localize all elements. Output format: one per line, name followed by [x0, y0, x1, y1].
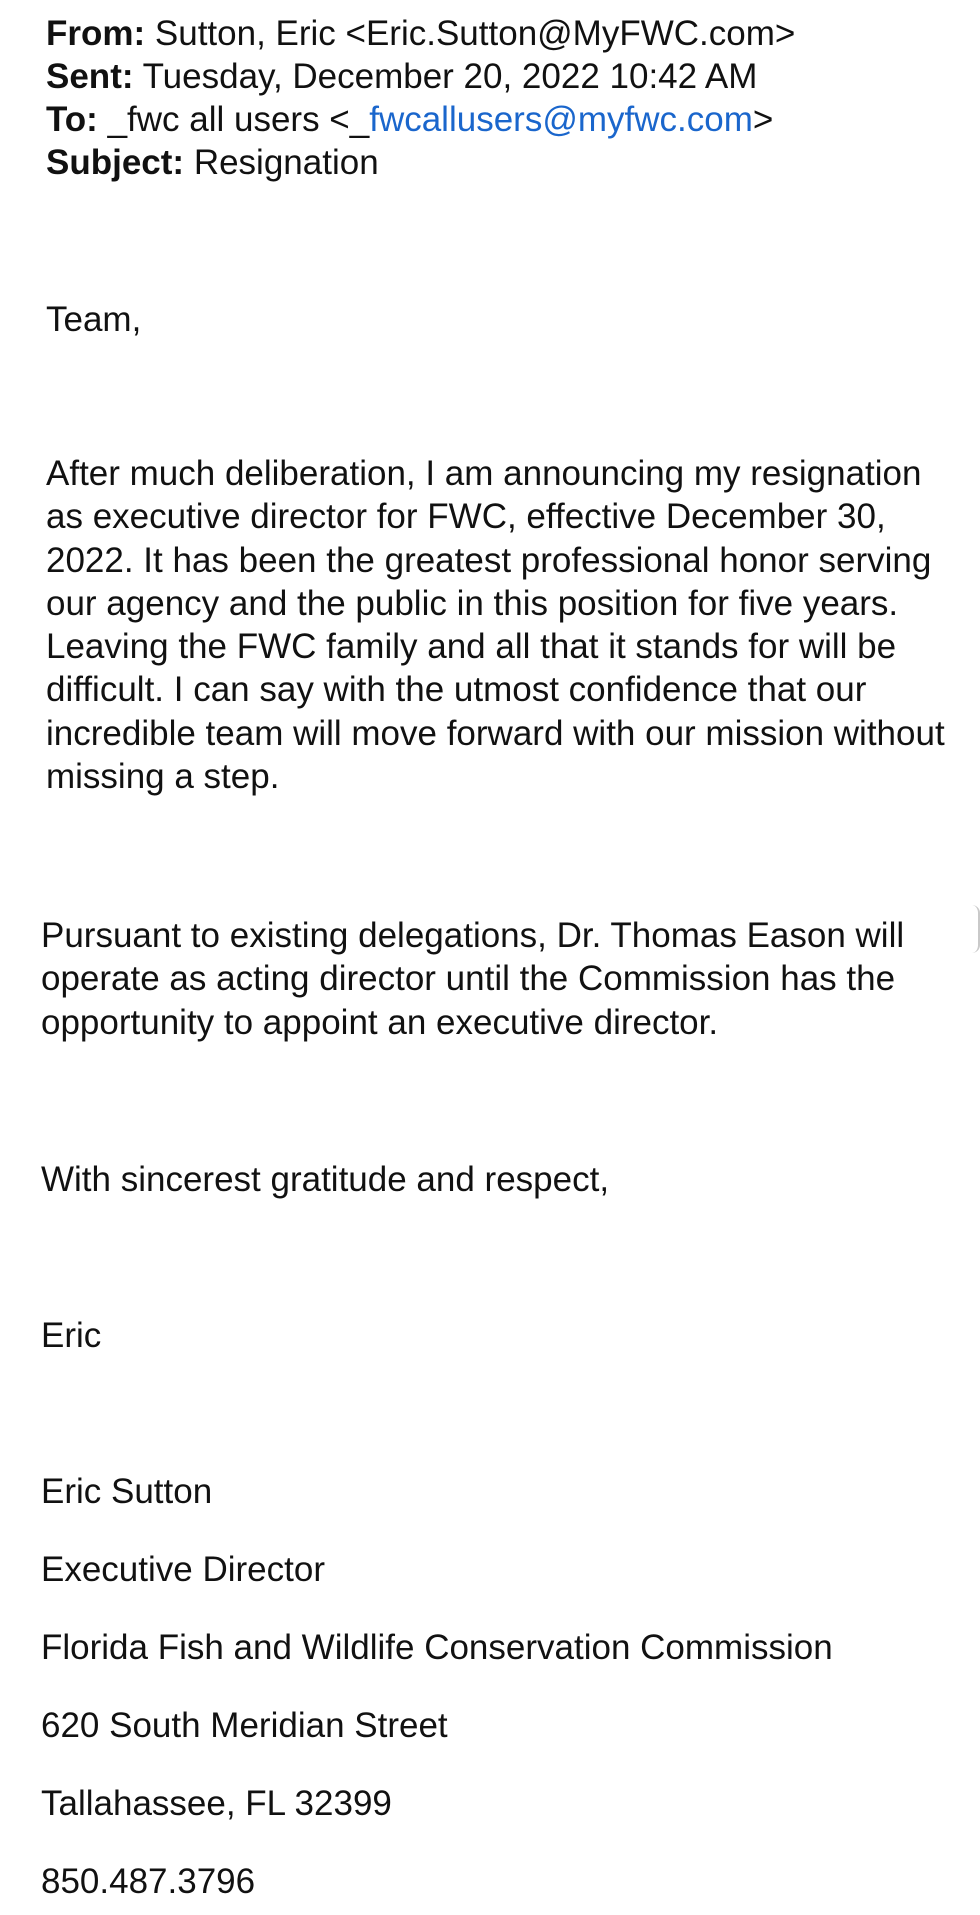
subject-line: [46, 141, 379, 184]
signature-title: Executive Director: [41, 1550, 325, 1589]
signature-street: 620 South Meridian Street: [41, 1706, 448, 1745]
signature-organization: Florida Fish and Wildlife Conservation Commission: [41, 1628, 833, 1667]
page-edge-curl: [972, 905, 980, 953]
from-label: From:: [46, 14, 146, 53]
to-label: To:: [46, 100, 98, 139]
to-line: [46, 98, 773, 141]
signature-name: Eric Sutton: [41, 1472, 213, 1511]
sent-line: [46, 55, 757, 98]
body-paragraph-acting-director: Pursuant to existing delegations, Dr. Thomas Eason will operate as acting director until the Commission has the opportunity to appoint an executive director.: [41, 916, 905, 1042]
from-line: [46, 12, 795, 55]
subject-label: Subject:: [46, 143, 185, 182]
signature-city: Tallahassee, FL 32399: [41, 1784, 392, 1823]
closing-line: With sincerest gratitude and respect,: [41, 1160, 610, 1199]
signature-phone: 850.487.3796: [41, 1862, 256, 1901]
sent-label: Sent:: [46, 57, 134, 96]
body-paragraph-resignation: After much deliberation, I am announcing my resignation as executive director for FWC, effective December 30, 2022. It has been the greatest professional honor serving our agency and the public in this position for five years. Leaving the FWC family and all that it stands for will be difficult. I can say with the utmost confidence that our incredible team will move forward with our mission without missing a step.: [46, 454, 945, 797]
greeting: Team,: [46, 300, 142, 339]
sender-first-name: Eric: [41, 1316, 102, 1355]
to-suffix: >: [752, 100, 774, 139]
from-value: Sutton, Eric <Eric.Sutton@MyFWC.com>: [154, 14, 796, 53]
to-email-link[interactable]: fwcallusers@myfwc.com: [369, 100, 753, 139]
sent-value: Tuesday, December 20, 2022 10:42 AM: [142, 57, 758, 96]
to-prefix: _fwc all users <_: [107, 100, 370, 139]
subject-value: Resignation: [193, 143, 379, 182]
